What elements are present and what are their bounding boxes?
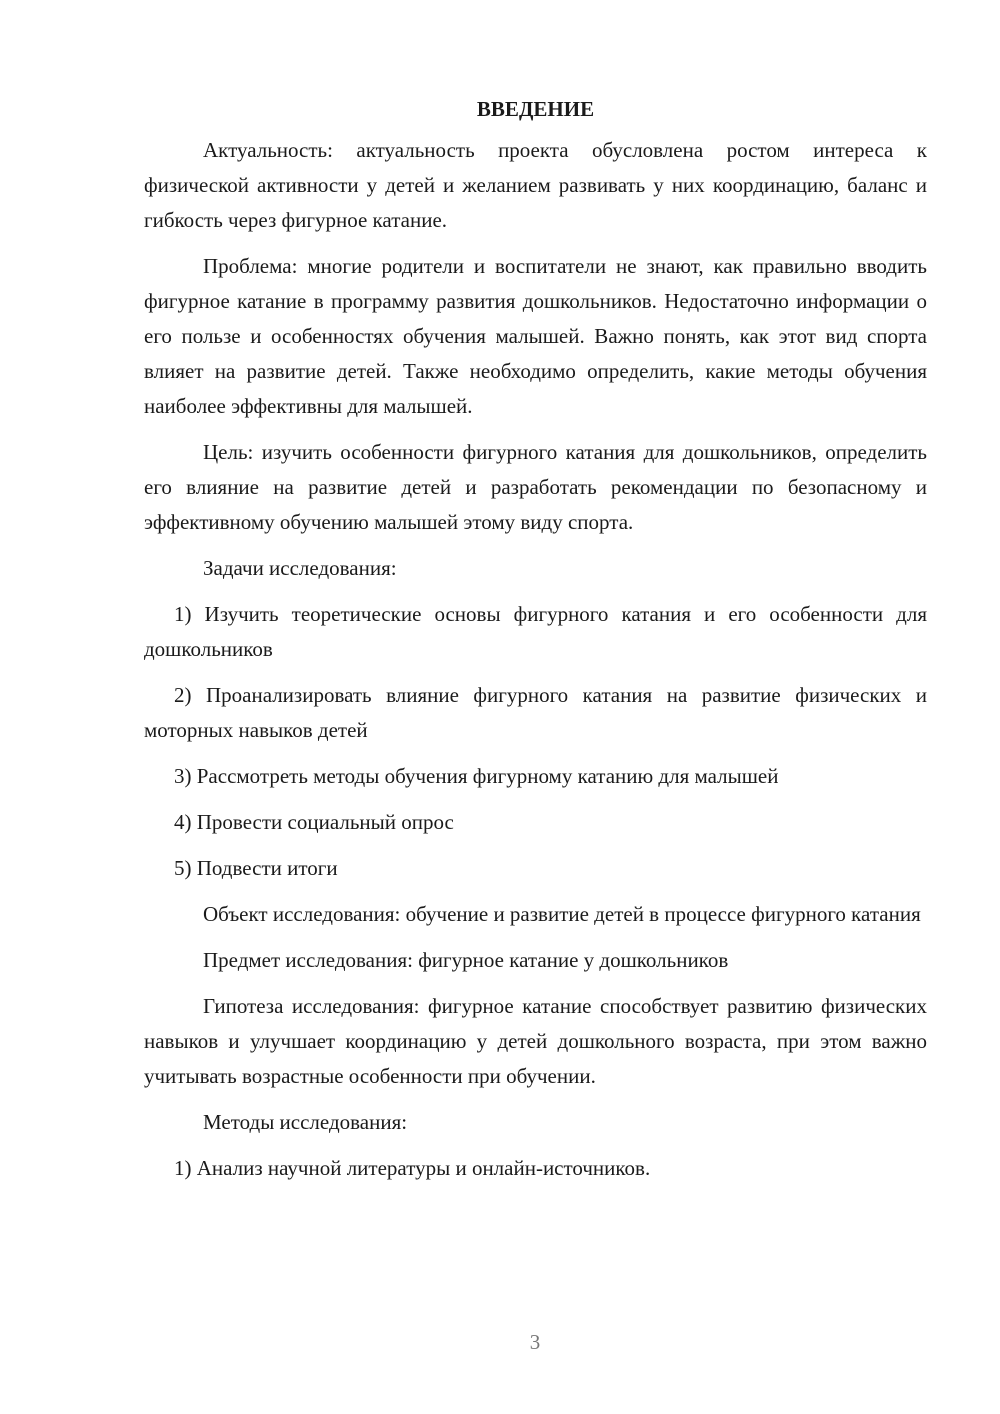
task-item: 5) Подвести итоги xyxy=(174,856,338,880)
relevance-paragraph: Актуальность: актуальность проекта обусловлена ростом интереса к физической активности у детей и желанием развивать у них координацию, баланс и гибкость через фигурное катание. xyxy=(144,138,927,232)
task-item: 1) Изучить теоретические основы фигурного катания и его особенности для дошкольников xyxy=(144,602,927,661)
section-title: ВВЕДЕНИЕ xyxy=(476,97,595,121)
task-item: 3) Рассмотреть методы обучения фигурному катанию для малышей xyxy=(174,764,779,788)
tasks-heading: Задачи исследования: xyxy=(203,556,397,580)
task-item: 4) Провести социальный опрос xyxy=(174,810,454,834)
task-item: 2) Проанализировать влияние фигурного катания на развитие физических и моторных навыков детей xyxy=(144,683,927,742)
subject-paragraph: Предмет исследования: фигурное катание у дошкольников xyxy=(203,948,729,972)
object-paragraph: Объект исследования: обучение и развитие детей в процессе фигурного катания xyxy=(203,902,921,926)
hypothesis-paragraph: Гипотеза исследования: фигурное катание способствует развитию физических навыков и улучшает координацию у детей дошкольного возраста, при этом важно учитывать возрастные особенности при обучении. xyxy=(144,994,927,1088)
document-page xyxy=(144,92,927,1186)
problem-paragraph: Проблема: многие родители и воспитатели не знают, как правильно вводить фигурное катание в программу развития дошкольников. Недостаточно информации о его пользе и особенностях обучения малышей. Важно понять, как этот вид спорта влияет на развитие детей. Также необходимо определить, какие методы обучения наиболее эффективны для малышей. xyxy=(144,254,927,418)
method-item: 1) Анализ научной литературы и онлайн-источников. xyxy=(174,1156,651,1180)
methods-heading: Методы исследования: xyxy=(203,1110,408,1134)
page-number: 3 xyxy=(529,1330,541,1354)
goal-paragraph: Цель: изучить особенности фигурного катания для дошкольников, определить его влияние на развитие детей и разработать рекомендации по безопасному и эффективному обучению малышей этому виду спорта. xyxy=(144,440,927,534)
